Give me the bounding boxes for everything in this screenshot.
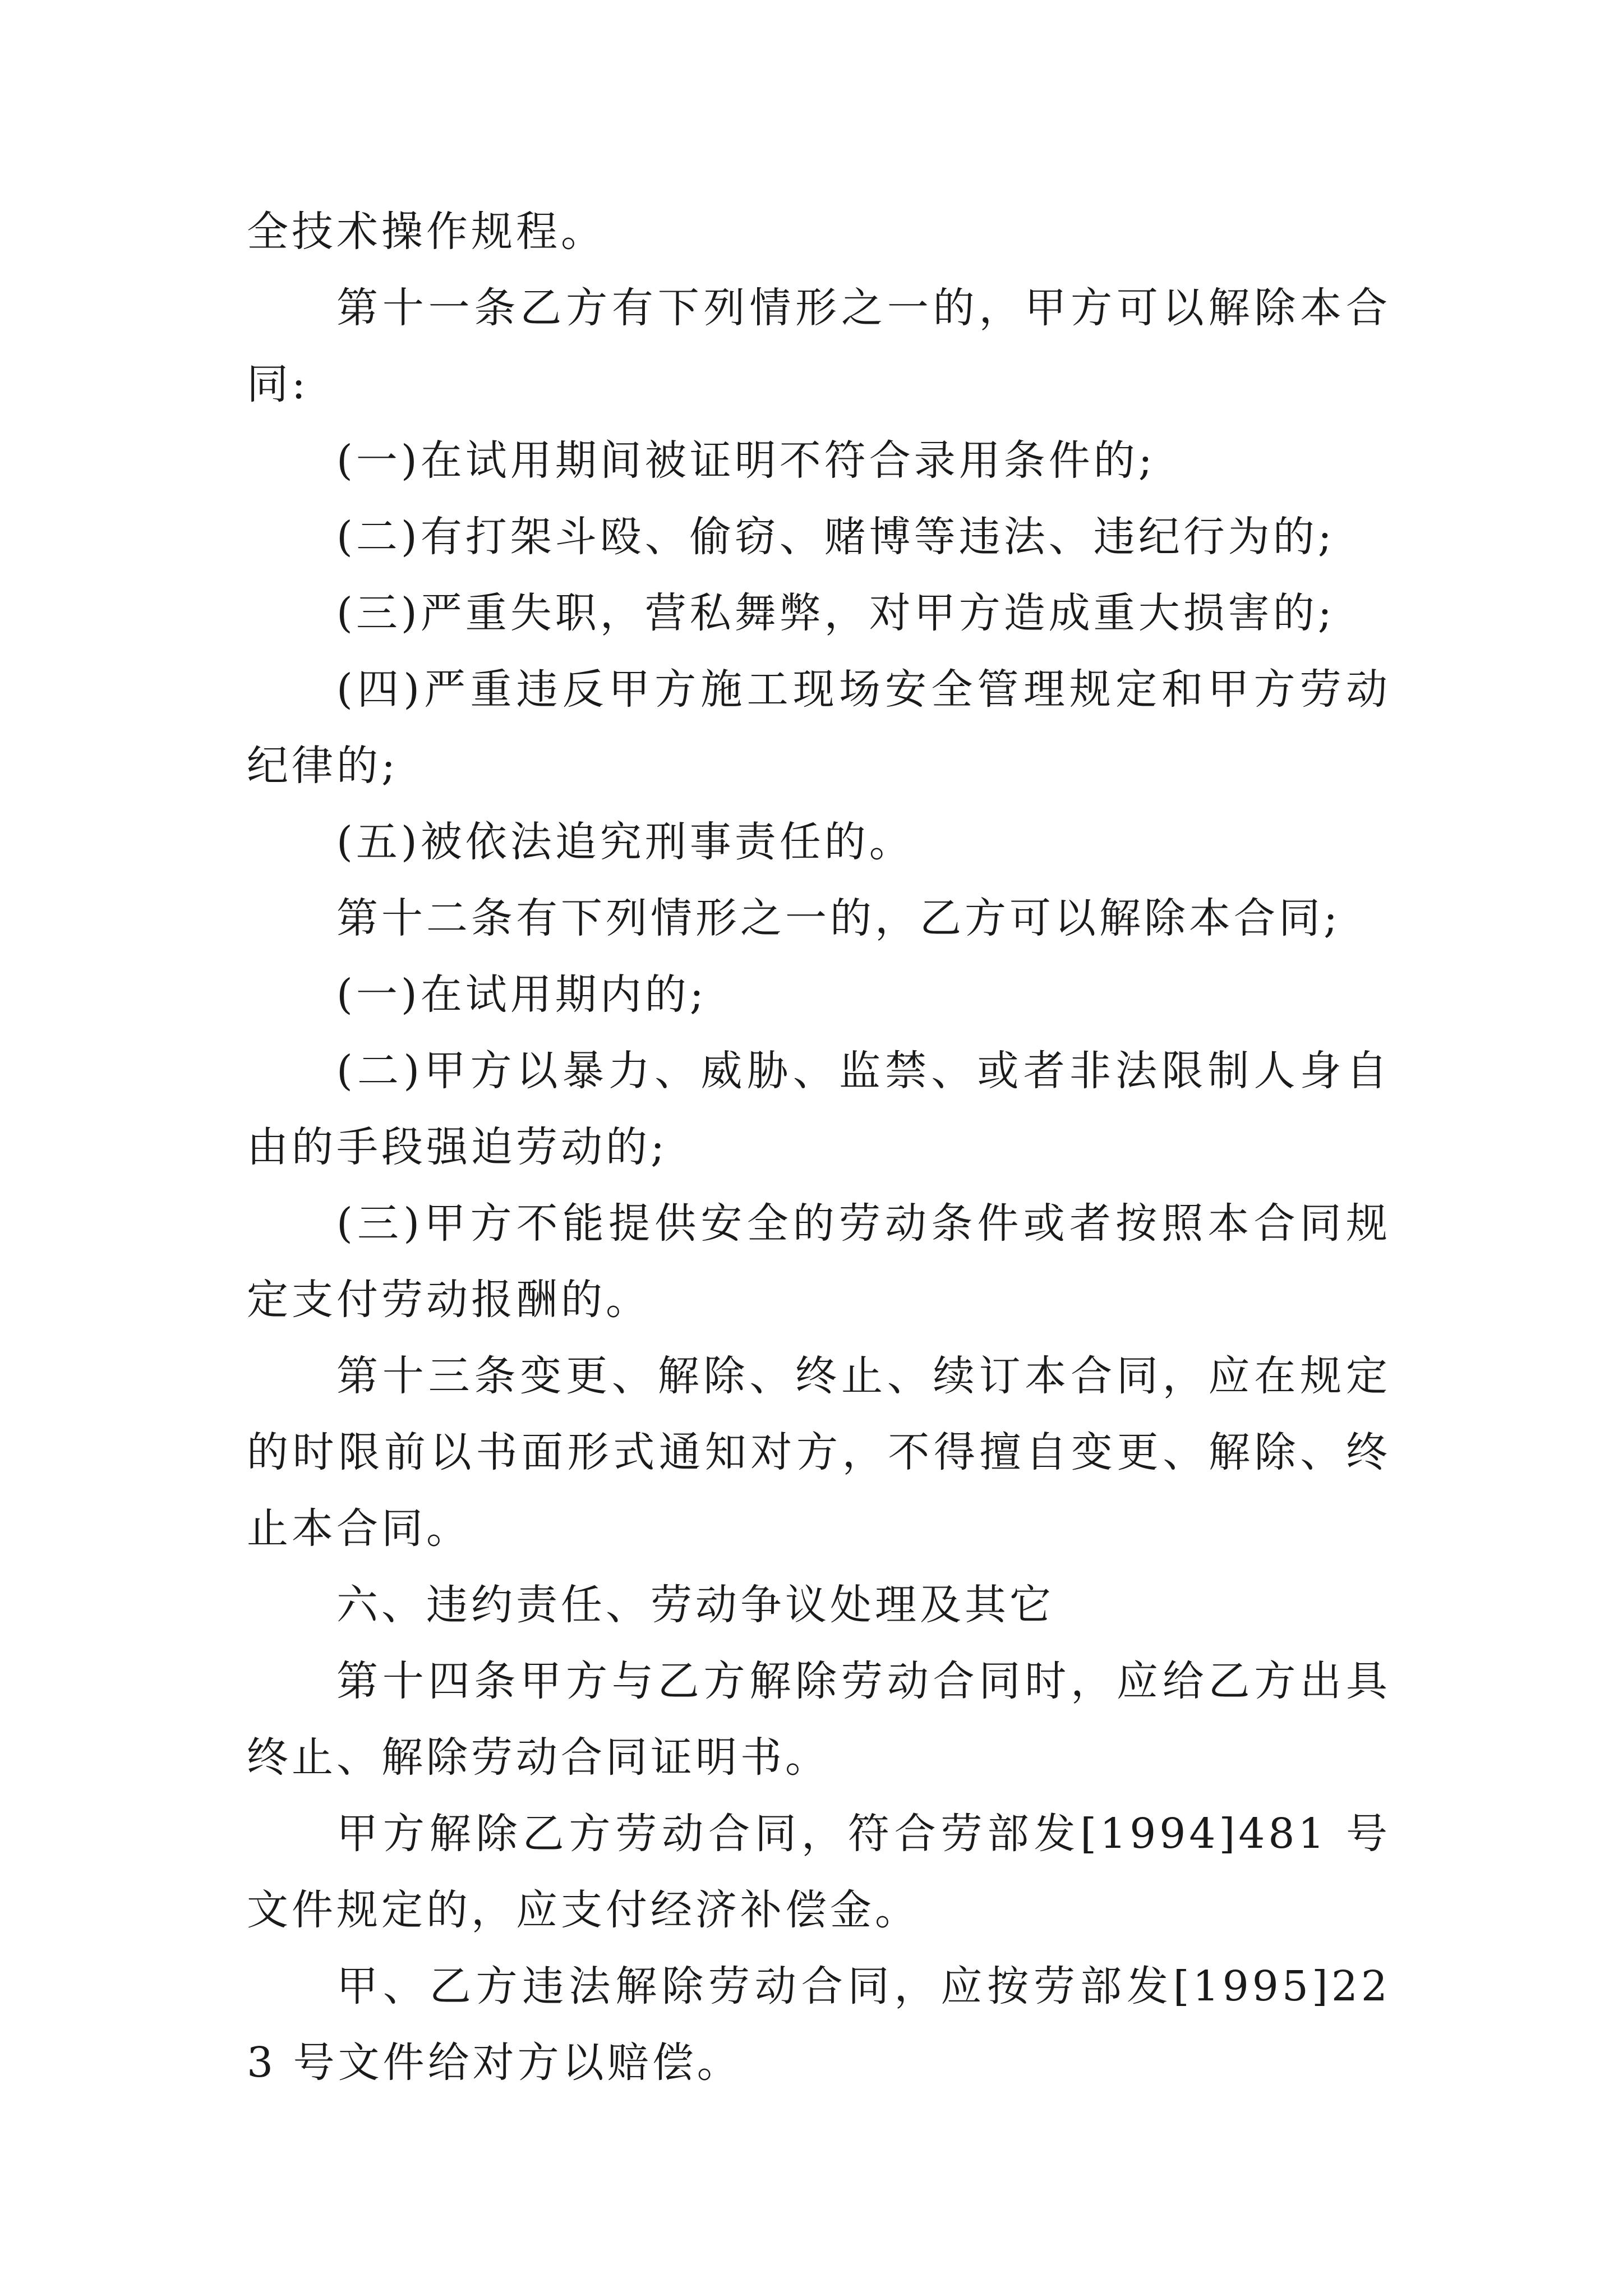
paragraph-article-12-item-3: (三)甲方不能提供安全的劳动条件或者按照本合同规定支付劳动报酬的。	[247, 1199, 1391, 1324]
paragraph-article-11-item-3: (三)严重失职，营私舞弊，对甲方造成重大损害的;	[336, 589, 1335, 637]
paragraph-article-13: 第十三条变更、解除、终止、续订本合同，应在规定的时限前以书面形式通知对方，不得擅自变更、解除、终止本合同。	[247, 1352, 1391, 1553]
paragraph-article-11: 第十一条乙方有下列情形之一的，甲方可以解除本合同:	[247, 284, 1391, 408]
paragraph-article-14: 第十四条甲方与乙方解除劳动合同时，应给乙方出具终止、解除劳动合同证明书。	[247, 1657, 1391, 1782]
document-body	[247, 194, 1391, 2101]
paragraph-article-12-item-1: (一)在试用期内的;	[336, 970, 707, 1019]
section-heading-6: 六、违约责任、劳动争议处理及其它	[336, 1581, 1054, 1629]
paragraph-indemnity: 甲、乙方违法解除劳动合同，应按劳部发[1995]223 号文件给对方以赔偿。	[247, 1962, 1391, 2087]
paragraph-compensation: 甲方解除乙方劳动合同，符合劳部发[1994]481 号文件规定的，应支付经济补偿金。	[247, 1810, 1391, 1934]
paragraph-article-11-item-5: (五)被依法追究刑事责任的。	[336, 818, 914, 866]
paragraph-continuation: 全技术操作规程。	[247, 208, 606, 256]
paragraph-article-12: 第十二条有下列情形之一的，乙方可以解除本合同;	[336, 894, 1341, 942]
paragraph-article-11-item-1: (一)在试用期间被证明不符合录用条件的;	[336, 436, 1156, 485]
paragraph-article-11-item-2: (二)有打架斗殴、偷窃、赌博等违法、违纪行为的;	[336, 513, 1335, 561]
paragraph-article-12-item-2: (二)甲方以暴力、威胁、监禁、或者非法限制人身自由的手段强迫劳动的;	[247, 1047, 1391, 1171]
paragraph-article-11-item-4: (四)严重违反甲方施工现场安全管理规定和甲方劳动纪律的;	[247, 665, 1391, 790]
